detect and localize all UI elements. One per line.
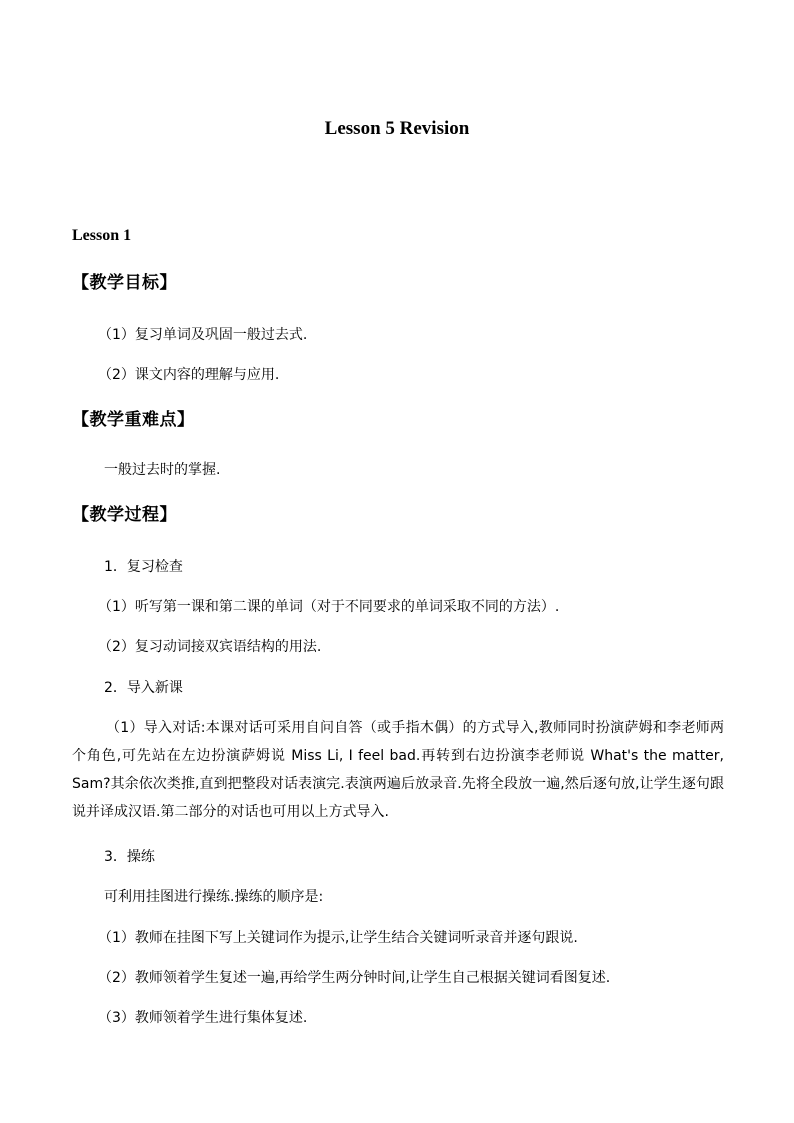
step3-title: 3．操练 — [104, 849, 155, 865]
objective-item-2: （2）课文内容的理解与应用. — [98, 367, 280, 383]
step1-item-1: （1）听写第一课和第二课的单词（对于不同要求的单词采取不同的方法）. — [98, 599, 560, 615]
document-title: Lesson 5 Revision — [324, 118, 470, 139]
step3-item-3: （3）教师领着学生进行集体复述. — [98, 1010, 308, 1026]
key-points-text: 一般过去时的掌握. — [104, 462, 221, 478]
step3-item-1: （1）教师在挂图下写上关键词作为提示,让学生结合关键词听录音并逐句跟说. — [98, 930, 578, 946]
step3-intro: 可利用挂图进行操练.操练的顺序是: — [104, 889, 324, 905]
objectives-heading: 【教学目标】 — [72, 273, 177, 293]
lesson-label: Lesson 1 — [72, 227, 132, 244]
step1-item-2: （2）复习动词接双宾语结构的用法. — [98, 639, 322, 655]
key-points-heading: 【教学重难点】 — [72, 410, 195, 430]
objective-item-1: （1）复习单词及巩固一般过去式. — [98, 327, 308, 343]
step1-title: 1．复习检查 — [104, 559, 183, 575]
step3-item-2: （2）教师领着学生复述一遍,再给学生两分钟时间,让学生自己根据关键词看图复述. — [98, 970, 611, 986]
step2-title: 2．导入新课 — [104, 680, 183, 696]
step2-paragraph: （1）导入对话:本课对话可采用自问自答（或手指木偶）的方式导入,教师同时扮演萨姆和李老师两个角色,可先站在左边扮演萨姆说 Miss Li, I feel bad.再转到右边扮演李老师说 What's the matter, Sam?其余依次类推,直到把整段对话表演完.表演两遍后放录音.先将全段放一遍,然后逐句放,让学生逐句跟说并译成汉语.第二部分的对话也可用以上方式导入. — [72, 720, 724, 820]
process-heading: 【教学过程】 — [72, 505, 177, 525]
